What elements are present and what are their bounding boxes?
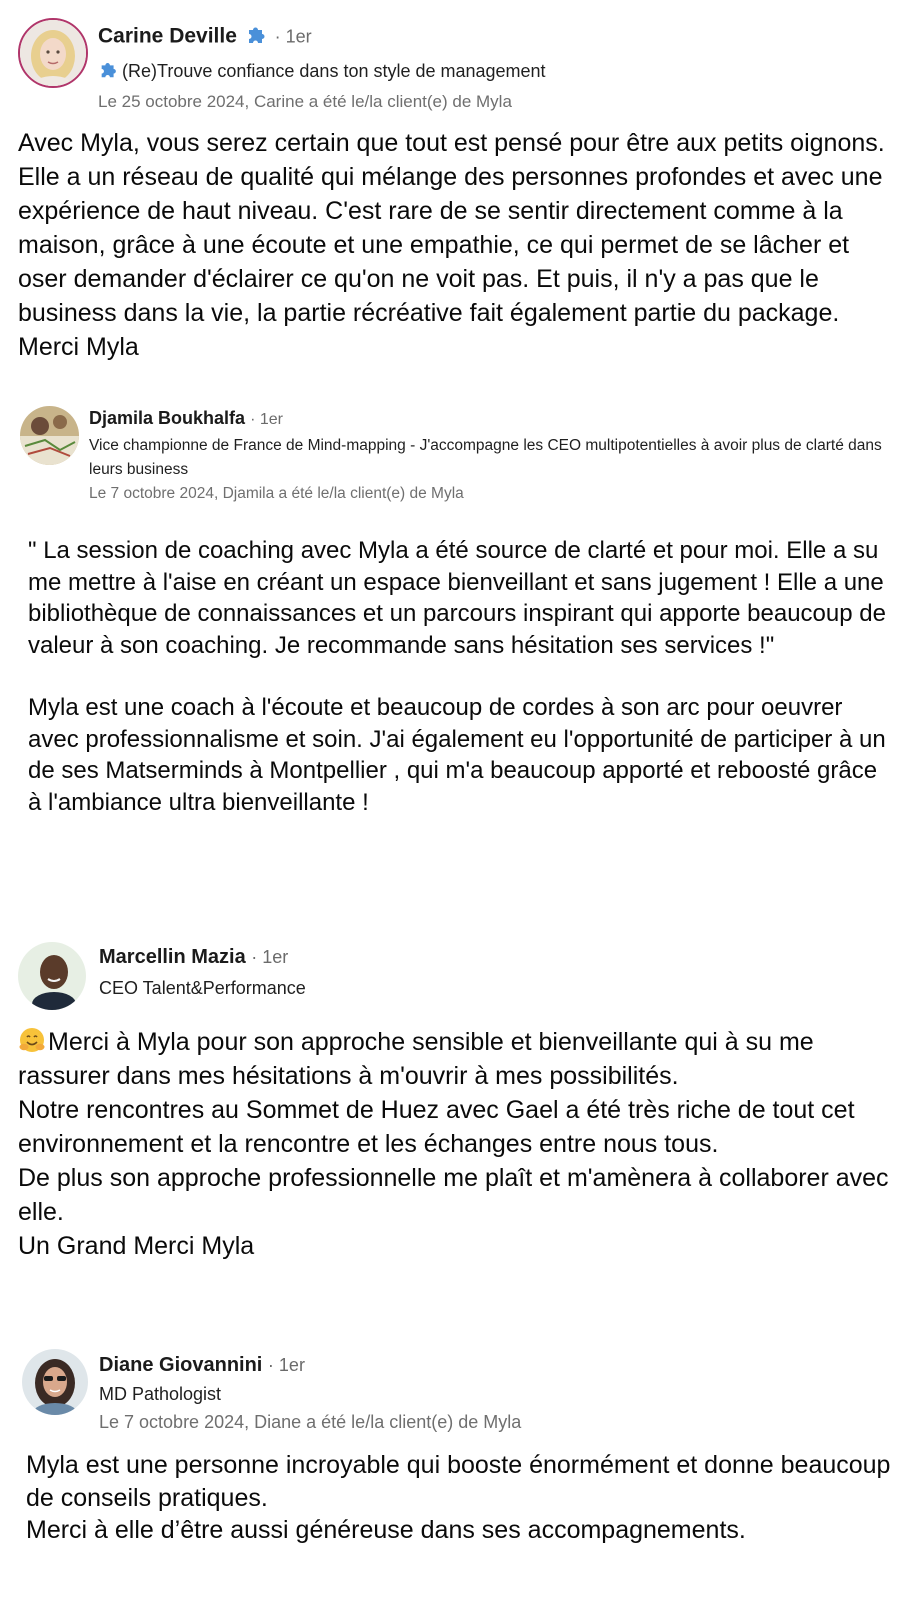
connection-degree: · 1er [251,947,289,967]
connection-degree: · 1er [250,411,283,428]
puzzle-piece-icon [245,22,269,52]
author-name[interactable]: Diane Giovannini [99,1354,263,1376]
avatar-image [18,942,86,1010]
avatar[interactable] [20,406,79,465]
avatar-image [20,20,86,86]
recommendation-card [0,930,914,1330]
author-name[interactable]: Carine Deville [98,24,237,48]
author-name[interactable]: Marcellin Mazia [99,946,246,968]
recommendation-text: Merci à Myla pour son approche sensible et bienveillante qui à su me rassurer dans mes hésitations à m'ouvrir à mes possibilités. Notre rencontres au Sommet de Huez avec Gael a été très riche de tout cet environnement et la rencontre et les échanges entre nous tous. De plus son approche professionnelle me plaît et m'amènera à collaborer avec elle. Un Grand Merci Myla [18,1028,889,1260]
avatar[interactable] [18,942,86,1010]
avatar-image [20,406,79,465]
author-headline: CEO Talent&Performance [99,978,306,998]
relationship-date: Le 25 octobre 2024, Carine a été le/la client(e) de Myla [98,91,512,111]
avatar[interactable] [18,18,88,88]
recommendation-card [0,395,914,920]
avatar-image [22,1349,88,1415]
recommendation-text: Myla est une personne incroyable qui booste énormément et donne beaucoup de conseils pratiques. Merci à elle d’être aussi généreuse dans ses accompagnements. [26,1451,891,1544]
puzzle-piece-icon [98,58,120,86]
author-headline: MD Pathologist [99,1384,222,1404]
recommendation-card [0,0,914,370]
recommendation-text: " La session de coaching avec Myla a été source de clarté et pour moi. Elle a su me mettre à l'aise en créant un espace bienveillant et sans jugement ! Elle a une bibliothèque de connaissances et un parcours inspirant qui apporte beaucoup de valeur à son coaching. Je recommande sans hésitation ses services !" Myla est une coach à l'écoute et beaucoup de cordes à son arc pour oeuvrer avec professionnalisme et soin. J'ai également eu l'opportunité de participer à un de ses Matserminds à Montpellier , qui m'a beaucoup apporté et reboosté grâce à l'ambiance ultra bienveillante ! [28,537,886,816]
connection-degree: · 1er [267,1355,305,1375]
hugging-face-emoji [18,1026,46,1054]
avatar[interactable] [22,1349,88,1415]
connection-degree: · 1er [274,26,312,47]
author-name[interactable]: Djamila Boukhalfa [89,408,246,428]
recommendation-card [0,1335,914,1612]
author-headline: Vice championne de France de Mind-mapping - J'accompagne les CEO multipotentielles à avoir plus de clarté dans leurs business [89,436,882,478]
relationship-date: Le 7 octobre 2024, Diane a été le/la client(e) de Myla [99,1411,522,1432]
recommendation-text: Avec Myla, vous serez certain que tout est pensé pour être aux petits oignons. Elle a un réseau de qualité qui mélange des personnes profondes et avec une expérience de haut niveau. C'est rare de se sentir directement comme à la maison, grâce à une écoute et une empathie, ce qui permet de se lâcher et oser demander d'éclairer ce qu'on ne voit pas. Et puis, il n'y a pas que le business dans la vie, la partie récréative fait également partie du package. Merci Myla [18,129,885,361]
author-headline: (Re)Trouve confiance dans ton style de management [122,61,546,82]
relationship-date: Le 7 octobre 2024, Djamila a été le/la client(e) de Myla [89,484,464,502]
